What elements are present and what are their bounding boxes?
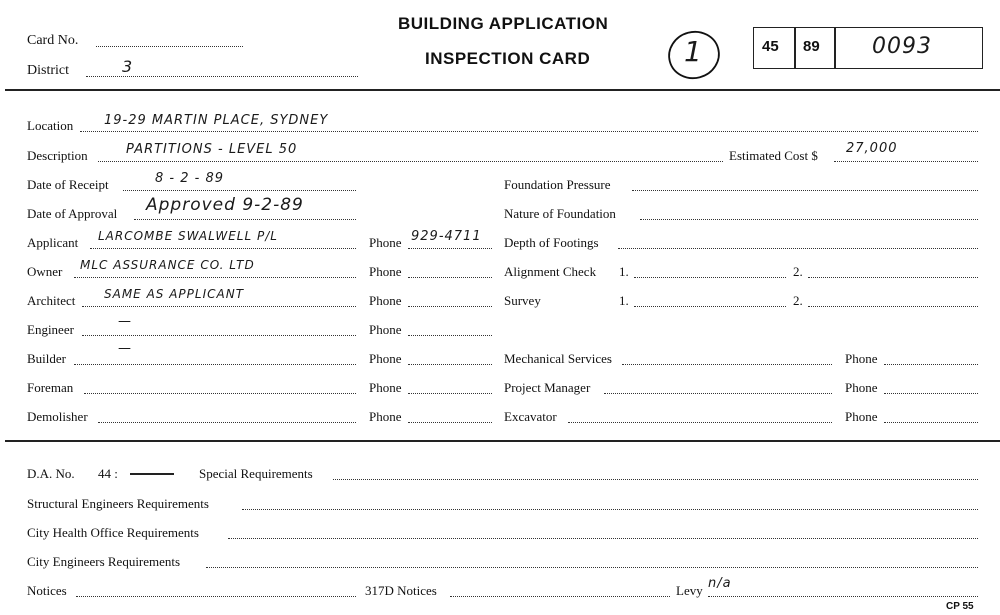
health-requirements-line[interactable] [228, 538, 978, 539]
owner-phone-label: Phone [369, 264, 402, 279]
card-no-label: Card No. [27, 33, 79, 48]
mechanical-label: Mechanical Services [504, 351, 612, 366]
location-label: Location [27, 118, 74, 133]
builder-phone-label: Phone [369, 351, 402, 366]
form-code: CP 55 [946, 601, 974, 612]
district-line[interactable] [86, 76, 358, 77]
excavator-phone-line[interactable] [884, 422, 978, 423]
location-value: 19-29 MARTIN PLACE, SYDNEY [104, 113, 329, 128]
special-requirements-label: Special Requirements [199, 466, 313, 481]
foreman-phone-label: Phone [369, 380, 402, 395]
health-requirements-label: City Health Office Requirements [27, 525, 199, 540]
date-approval-line[interactable] [134, 219, 356, 220]
architect-line[interactable] [82, 306, 356, 307]
owner-value: MLC ASSURANCE CO. LTD [80, 258, 255, 272]
description-label: Description [27, 148, 88, 163]
mechanical-line[interactable] [622, 364, 832, 365]
reference-box [753, 27, 983, 69]
survey-line-2[interactable] [808, 306, 978, 307]
survey-line-1[interactable] [634, 306, 786, 307]
location-line[interactable] [80, 131, 978, 132]
engineer-phone-label: Phone [369, 322, 402, 337]
survey-num-1: 1. [619, 293, 629, 308]
applicant-value: LARCOMBE SWALWELL P/L [98, 229, 278, 243]
circled-number: 1 [684, 35, 703, 68]
applicant-line[interactable] [90, 248, 356, 249]
foreman-label: Foreman [27, 380, 74, 395]
excavator-phone-label: Phone [845, 409, 878, 424]
foundation-pressure-label: Foundation Pressure [504, 177, 611, 192]
estimated-cost-line[interactable] [834, 161, 978, 162]
owner-label: Owner [27, 264, 63, 279]
applicant-label: Applicant [27, 235, 79, 250]
date-approval-label: Date of Approval [27, 206, 118, 221]
project-manager-line[interactable] [604, 393, 832, 394]
architect-label: Architect [27, 293, 76, 308]
owner-line[interactable] [74, 277, 356, 278]
levy-value: n/a [708, 576, 732, 591]
excavator-line[interactable] [568, 422, 832, 423]
alignment-num-1: 1. [619, 264, 629, 279]
structural-requirements-label: Structural Engineers Requirements [27, 496, 209, 511]
demolisher-phone-line[interactable] [408, 422, 492, 423]
notices-317d-label: 317D Notices [365, 583, 437, 598]
description-line[interactable] [98, 161, 723, 162]
builder-value: — [118, 341, 132, 356]
nature-foundation-line[interactable] [640, 219, 978, 220]
project-manager-phone-line[interactable] [884, 393, 978, 394]
date-receipt-value: 8 - 2 - 89 [155, 171, 224, 186]
nature-foundation-label: Nature of Foundation [504, 206, 616, 221]
da-value: 44 : [98, 466, 118, 481]
da-label: D.A. No. [27, 466, 75, 481]
alignment-check-label: Alignment Check [504, 264, 597, 279]
title-line1: BUILDING APPLICATION [398, 14, 609, 33]
builder-label: Builder [27, 351, 66, 366]
project-manager-label: Project Manager [504, 380, 591, 395]
foreman-phone-line[interactable] [408, 393, 492, 394]
depth-footings-label: Depth of Footings [504, 235, 599, 250]
special-requirements-line[interactable] [333, 479, 978, 480]
mechanical-phone-line[interactable] [884, 364, 978, 365]
depth-footings-line[interactable] [618, 248, 978, 249]
demolisher-line[interactable] [98, 422, 356, 423]
estimated-cost-label: Estimated Cost $ [729, 148, 818, 163]
owner-phone-line[interactable] [408, 277, 492, 278]
city-engineers-requirements-line[interactable] [206, 567, 978, 568]
estimated-cost-value: 27,000 [846, 141, 898, 156]
excavator-label: Excavator [504, 409, 557, 424]
alignment-check-line-1[interactable] [634, 277, 786, 278]
builder-line[interactable] [74, 364, 356, 365]
demolisher-label: Demolisher [27, 409, 88, 424]
architect-phone-label: Phone [369, 293, 402, 308]
engineer-label: Engineer [27, 322, 74, 337]
ref-divider-1 [794, 27, 796, 69]
mechanical-phone-label: Phone [845, 351, 878, 366]
demolisher-phone-label: Phone [369, 409, 402, 424]
header-divider [5, 89, 1000, 91]
foundation-pressure-line[interactable] [632, 190, 978, 191]
architect-phone-line[interactable] [408, 306, 492, 307]
applicant-phone-line[interactable] [408, 248, 492, 249]
notices-317d-line[interactable] [450, 596, 670, 597]
ref-box-2: 89 [803, 38, 820, 55]
ref-box-1: 45 [762, 38, 779, 55]
structural-requirements-line[interactable] [242, 509, 978, 510]
notices-label: Notices [27, 583, 67, 598]
card-no-line[interactable] [96, 46, 243, 47]
foreman-line[interactable] [84, 393, 356, 394]
alignment-check-line-2[interactable] [808, 277, 978, 278]
da-dash [130, 473, 174, 475]
alignment-num-2: 2. [793, 264, 803, 279]
architect-value: SAME AS APPLICANT [104, 287, 245, 301]
notices-line[interactable] [76, 596, 356, 597]
description-value: PARTITIONS - LEVEL 50 [126, 142, 298, 157]
ref-box-3: 0093 [872, 34, 932, 59]
applicant-phone-label: Phone [369, 235, 402, 250]
date-approval-value: Approved 9-2-89 [146, 195, 304, 215]
engineer-value: — [118, 314, 132, 329]
survey-num-2: 2. [793, 293, 803, 308]
district-label: District [27, 63, 69, 78]
engineer-line[interactable] [82, 335, 356, 336]
levy-line[interactable] [708, 596, 978, 597]
survey-label: Survey [504, 293, 541, 308]
district-value: 3 [122, 57, 134, 76]
title-line2: INSPECTION CARD [425, 49, 591, 68]
project-manager-phone-label: Phone [845, 380, 878, 395]
engineer-phone-line[interactable] [408, 335, 492, 336]
ref-divider-2 [834, 27, 836, 69]
applicant-phone-value: 929-4711 [411, 229, 482, 244]
section-divider [5, 440, 1000, 442]
city-engineers-requirements-label: City Engineers Requirements [27, 554, 181, 569]
levy-label: Levy [676, 583, 703, 598]
date-receipt-label: Date of Receipt [27, 177, 109, 192]
date-receipt-line[interactable] [123, 190, 356, 191]
builder-phone-line[interactable] [408, 364, 492, 365]
